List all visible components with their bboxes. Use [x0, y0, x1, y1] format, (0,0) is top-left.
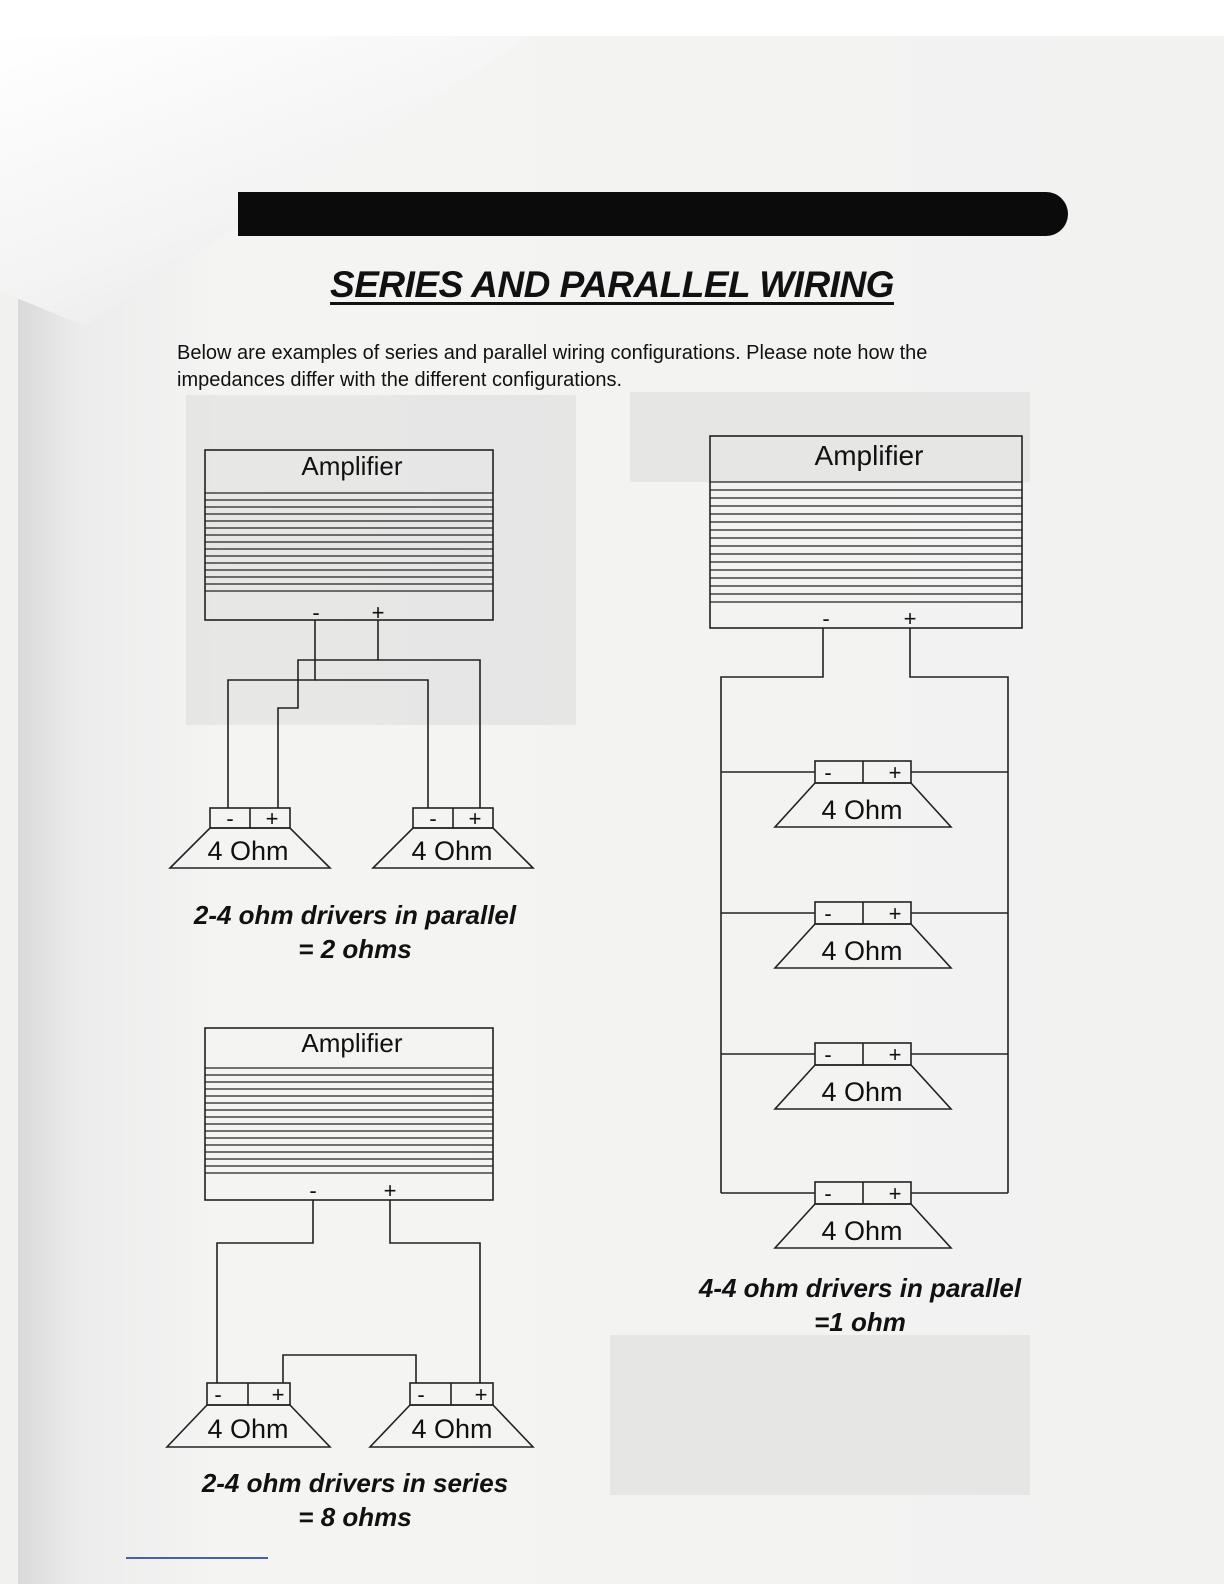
speaker-positive-terminal: + [474, 1382, 488, 1407]
speaker-negative-terminal: - [824, 901, 832, 926]
speaker-impedance-label: 4 Ohm [821, 936, 903, 966]
speaker-negative-terminal: - [214, 1382, 222, 1407]
amplifier-label: Amplifier [814, 440, 924, 471]
speaker-negative-terminal: - [824, 1042, 832, 1067]
parallel-two-wires [228, 620, 480, 808]
speaker-positive-terminal: + [888, 1042, 902, 1067]
amplifier-label: Amplifier [301, 451, 403, 481]
caption-line: 2-4 ohm drivers in series [201, 1468, 509, 1498]
page-title: SERIES AND PARALLEL WIRING [330, 264, 894, 305]
speaker-negative-terminal: - [226, 806, 234, 831]
series-two-wires [217, 1200, 480, 1383]
amplifier-label: Amplifier [301, 1028, 403, 1058]
speaker-impedance-label: 4 Ohm [821, 1077, 903, 1107]
speaker-positive-terminal: + [888, 901, 902, 926]
speaker-impedance-label: 4 Ohm [207, 1414, 289, 1444]
footer-rule [126, 1557, 268, 1559]
speaker-positive-terminal: + [265, 806, 279, 831]
speaker-impedance-label: 4 Ohm [207, 836, 289, 866]
speaker-negative-terminal: - [429, 806, 437, 831]
amp-negative-terminal: - [312, 600, 320, 625]
amp-negative-terminal: - [822, 606, 830, 631]
amp-positive-terminal: + [903, 606, 917, 631]
amp-positive-terminal: + [383, 1178, 397, 1203]
speaker-impedance-label: 4 Ohm [821, 795, 903, 825]
caption-line: 2-4 ohm drivers in parallel [193, 900, 517, 930]
speaker-impedance-label: 4 Ohm [411, 836, 493, 866]
amp-negative-terminal: - [309, 1178, 317, 1203]
amp-positive-terminal: + [371, 600, 385, 625]
speaker-negative-terminal: - [417, 1382, 425, 1407]
speaker-positive-terminal: + [271, 1382, 285, 1407]
amplifier-grille [205, 493, 493, 591]
caption-line: 4-4 ohm drivers in parallel [698, 1273, 1022, 1303]
amplifier-grille [710, 482, 1022, 602]
speaker-positive-terminal: + [468, 806, 482, 831]
amplifier-grille [205, 1068, 493, 1173]
speaker-negative-terminal: - [824, 1181, 832, 1206]
speaker-positive-terminal: + [888, 760, 902, 785]
series-two-caption [150, 1466, 560, 1534]
parallel-four-diagram [710, 436, 1022, 1248]
caption-line: = 2 ohms [298, 934, 412, 964]
speaker-negative-terminal: - [824, 760, 832, 785]
speaker-positive-terminal: + [888, 1181, 902, 1206]
parallel-two-caption [150, 898, 560, 966]
speaker-impedance-label: 4 Ohm [821, 1216, 903, 1246]
intro-paragraph: Below are examples of series and parallel wiring configurations. Please note how the impedances differ with the different configurations. [177, 342, 928, 391]
caption-line: =1 ohm [814, 1307, 906, 1337]
speaker-impedance-label: 4 Ohm [411, 1414, 493, 1444]
caption-line: = 8 ohms [298, 1502, 412, 1532]
parallel-four-caption [650, 1271, 1070, 1339]
